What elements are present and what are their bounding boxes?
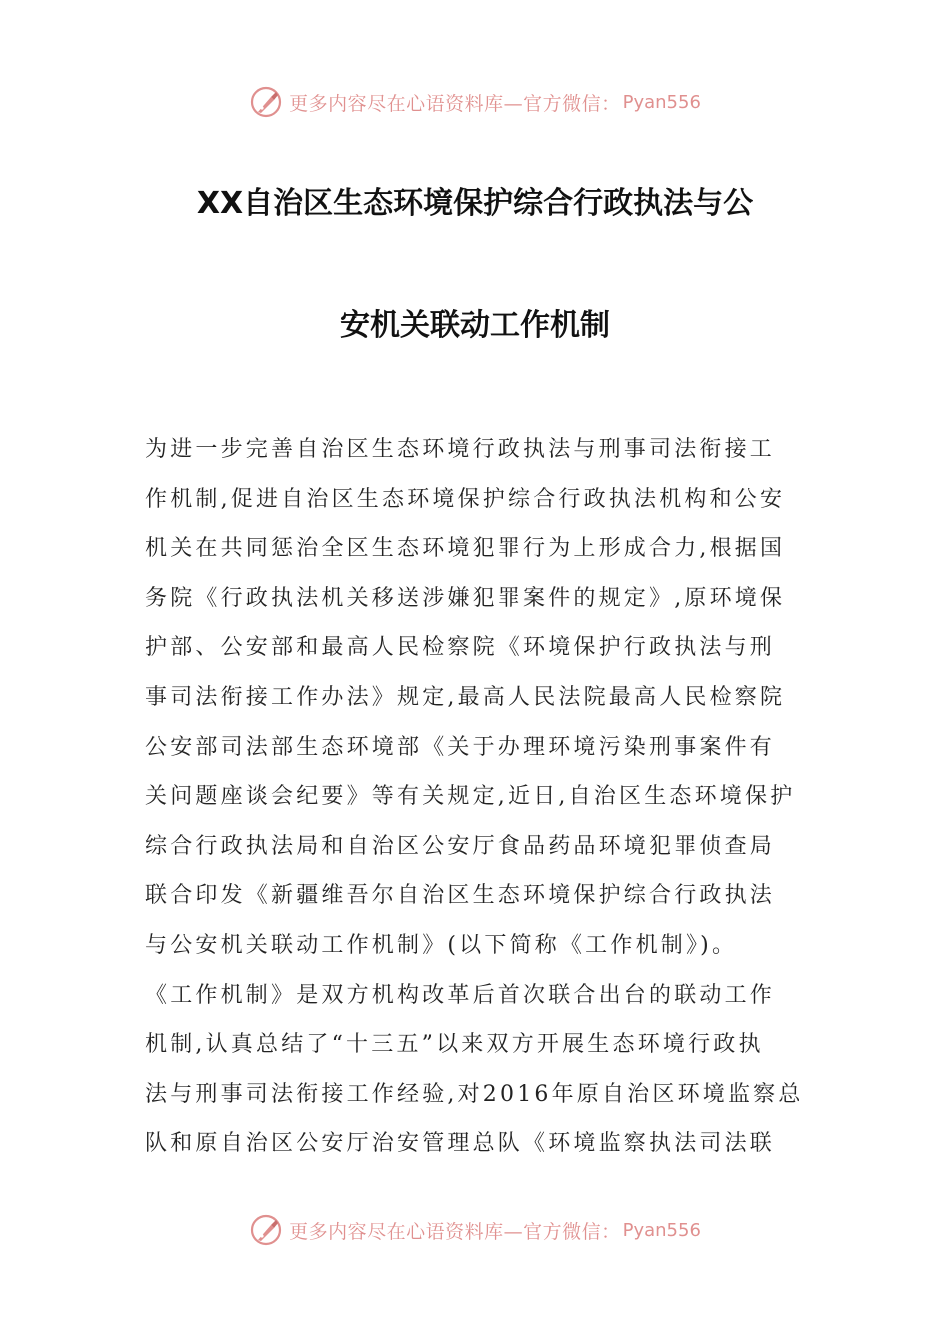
body-line: 联合印发《新疆维吾尔自治区生态环境保护综合行政执法 (145, 883, 776, 909)
watermark-text: 更多内容尽在心语资料库—官方微信： (289, 92, 621, 115)
footer-watermark (0, 1210, 950, 1250)
document-title-line-2: 安机关联动工作机制 (340, 308, 610, 343)
body-line: 法与刑事司法衔接工作经验,对2016年原自治区环境监察总 (145, 1081, 804, 1107)
body-line: 公安部司法部生态环境部《关于办理环境污染刑事案件有 (145, 734, 776, 760)
pen-nib-logo-icon (249, 1213, 283, 1247)
body-line: 机制,认真总结了“十三五”以来双方开展生态环境行政执 (145, 1032, 764, 1058)
body-line: 务院《行政执法机关移送涉嫌犯罪案件的规定》,原环境保 (145, 585, 786, 611)
body-line: 机关在共同惩治全区生态环境犯罪行为上形成合力,根据国 (145, 536, 786, 562)
body-line: 队和原自治区公安厅治安管理总队《环境监察执法司法联 (145, 1131, 776, 1157)
body-line: 作机制,促进自治区生态环境保护综合行政执法机构和公安 (145, 486, 786, 512)
body-line: 《工作机制》是双方机构改革后首次联合出台的联动工作 (145, 982, 776, 1008)
pen-nib-logo-icon (249, 85, 283, 119)
body-line: 与公安机关联动工作机制》(以下简称《工作机制》)。 (145, 932, 738, 958)
document-title-line-1: XX自治区生态环境保护综合行政执法与公 (196, 186, 754, 221)
watermark-text: 更多内容尽在心语资料库—官方微信： (289, 1220, 621, 1243)
body-line: 为进一步完善自治区生态环境行政执法与刑事司法衔接工 (145, 437, 776, 462)
watermark-wechat-id: Pyan556 (622, 1219, 701, 1241)
body-line: 关问题座谈会纪要》等有关规定,近日,自治区生态环境保护 (145, 784, 796, 810)
header-watermark (0, 82, 950, 122)
body-line: 事司法衔接工作办法》规定,最高人民法院最高人民检察院 (145, 684, 786, 710)
watermark-wechat-id: Pyan556 (622, 91, 701, 113)
body-line: 综合行政执法局和自治区公安厅食品药品环境犯罪侦查局 (145, 833, 776, 859)
body-line: 护部、公安部和最高人民检察院《环境保护行政执法与刑 (145, 635, 776, 661)
document-body (145, 425, 810, 1169)
